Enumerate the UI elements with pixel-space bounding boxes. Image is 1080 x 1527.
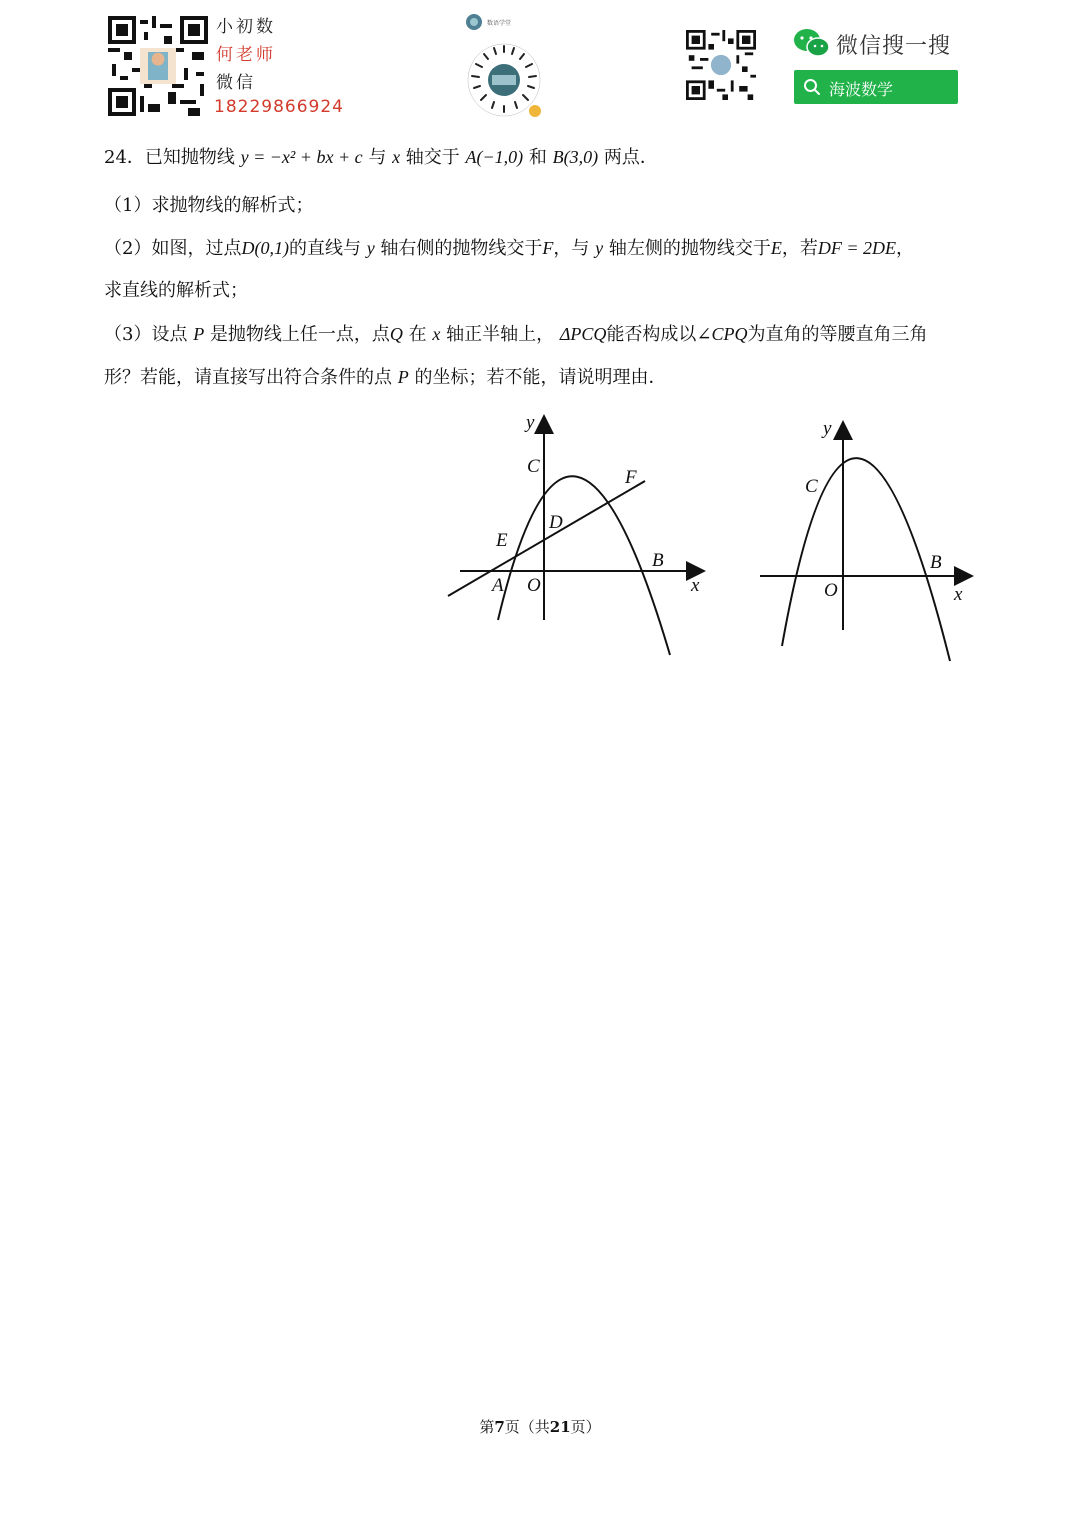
text: 与 — [368, 147, 387, 168]
text: 和 — [528, 147, 547, 168]
text: 为直角的等腰直角三角 — [747, 324, 928, 345]
text: 形？若能，请直接写出符合条件的点 — [104, 367, 392, 388]
footer-text: 页（共 — [504, 1418, 550, 1436]
text: 轴交于 — [405, 147, 460, 168]
label-d: D — [549, 512, 563, 533]
text: 已知抛物线 — [144, 147, 235, 168]
text: （2）如图，过点 — [104, 238, 242, 259]
label-o: O — [527, 575, 541, 596]
contact-line-2: 何老师 — [216, 45, 276, 65]
search-icon — [803, 78, 821, 96]
text: ，若 — [781, 238, 818, 259]
formula: y = −x² + bx + c — [240, 147, 363, 167]
label-x: x — [691, 575, 700, 596]
wechat-search-label: 微信搜一搜 — [836, 34, 952, 59]
formula: x — [392, 147, 401, 167]
text: 在 — [408, 324, 427, 345]
problem-part-3 — [104, 322, 928, 347]
problem-part-3-cont — [104, 365, 666, 390]
text: 轴左侧的抛物线交于 — [608, 238, 771, 259]
text: 两点． — [603, 147, 658, 168]
label-e: E — [496, 530, 508, 551]
formula: ∠CPQ — [696, 324, 748, 344]
formula: F — [542, 238, 554, 258]
problem-part-2 — [104, 236, 914, 261]
qr-code-icon — [686, 30, 756, 100]
formula: y — [366, 238, 375, 258]
footer-text: 第 — [479, 1418, 495, 1436]
mini-program-code-icon — [462, 12, 546, 122]
formula: D(0,1) — [241, 238, 289, 258]
wechat-logo-icon — [793, 28, 831, 58]
parabola — [498, 476, 670, 655]
total-pages: 21 — [549, 1418, 571, 1436]
formula: A(−1,0) — [465, 147, 524, 167]
label-o: O — [824, 580, 838, 601]
page-number: 7 — [494, 1418, 505, 1436]
problem-part-2-cont: 求直线的解析式； — [104, 280, 248, 301]
qr-code-icon — [108, 16, 208, 116]
formula: B(3,0) — [552, 147, 599, 167]
contact-line-1: 小初数 — [216, 17, 276, 37]
formula: x — [432, 324, 441, 344]
label-b: B — [652, 550, 664, 571]
formula: P — [397, 367, 409, 387]
problem-stem — [104, 145, 658, 170]
label-c: C — [527, 456, 540, 477]
figure-1 — [440, 408, 720, 663]
text: 的直线与 — [288, 238, 361, 259]
line-ef — [448, 481, 645, 596]
label-c: C — [805, 476, 818, 497]
contact-phone: 18229866924 — [214, 97, 344, 117]
figure-2 — [750, 408, 985, 663]
text: 的坐标；若不能，请说明理由． — [414, 367, 667, 388]
footer-text: 页） — [570, 1418, 601, 1436]
formula: P — [193, 324, 205, 344]
text: ，与 — [553, 238, 590, 259]
mini-program-caption: 数语学堂 — [487, 20, 512, 27]
label-b: B — [930, 552, 942, 573]
page-footer — [0, 1416, 1080, 1437]
label-a: A — [492, 575, 504, 596]
text: ， — [896, 238, 915, 259]
label-f: F — [625, 467, 637, 488]
contact-line-3: 微信 — [216, 73, 256, 93]
text: 是抛物线上任一点，点 — [209, 324, 390, 345]
problem-number: 24． — [104, 147, 145, 168]
formula: Q — [389, 324, 403, 344]
text: （3）设点 — [104, 324, 188, 345]
formula: y — [595, 238, 604, 258]
label-x: x — [954, 584, 963, 605]
problem-part-1: （1）求抛物线的解析式； — [104, 195, 314, 216]
header — [0, 0, 1080, 130]
label-y: y — [823, 418, 832, 439]
formula: DF = 2DE — [817, 238, 897, 258]
text: 能否构成以 — [606, 324, 697, 345]
text: 轴右侧的抛物线交于 — [380, 238, 543, 259]
wechat-search-badge — [794, 70, 958, 104]
text: 轴正半轴上， — [446, 324, 555, 345]
formula: ΔPCQ — [559, 324, 607, 344]
wechat-search-term: 海波数学 — [829, 80, 894, 99]
label-y: y — [526, 412, 535, 433]
formula: E — [770, 238, 782, 258]
